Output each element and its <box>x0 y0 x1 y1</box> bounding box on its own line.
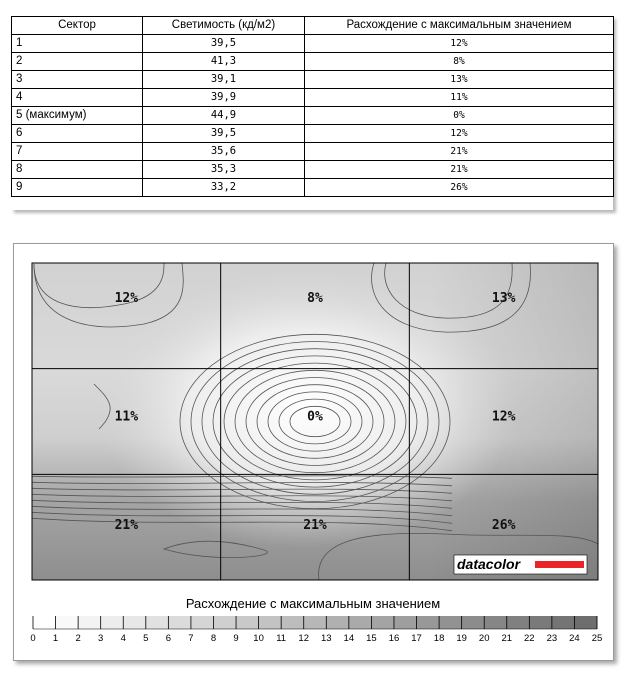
cell-sector: 2 <box>12 53 143 71</box>
cell-luminance: 44,9 <box>143 107 305 125</box>
legend-swatch <box>168 616 191 629</box>
cell-sector: 3 <box>12 71 143 89</box>
legend-swatch <box>326 616 349 629</box>
legend-tick-label: 14 <box>343 633 355 644</box>
legend-tick-label: 19 <box>456 633 467 644</box>
sector-label: 12% <box>114 290 139 306</box>
cell-deviation: 21% <box>305 161 614 179</box>
logo-text: datacolor <box>457 556 521 572</box>
cell-deviation: 8% <box>305 53 614 71</box>
cell-sector: 7 <box>12 143 143 161</box>
legend-swatch <box>259 616 282 629</box>
header-luminance: Светимость (кд/м2) <box>143 17 305 35</box>
cell-deviation: 26% <box>305 179 614 197</box>
legend-tick-label: 4 <box>120 633 126 644</box>
header-sector: Сектор <box>12 17 143 35</box>
sector-label: 13% <box>491 290 516 306</box>
sector-label: 8% <box>307 290 323 306</box>
sector-label: 21% <box>114 518 139 534</box>
legend-tick-label: 17 <box>411 633 422 644</box>
table-row <box>12 143 614 161</box>
legend-swatch <box>281 616 304 629</box>
table-row <box>12 35 614 53</box>
cell-luminance: 39,1 <box>143 71 305 89</box>
cell-luminance: 39,9 <box>143 89 305 107</box>
cell-deviation: 12% <box>305 125 614 143</box>
sector-label: 11% <box>114 409 139 425</box>
datacolor-logo <box>454 555 587 574</box>
color-scale-legend <box>30 616 602 644</box>
cell-sector: 5 (максимум) <box>12 107 143 125</box>
table-row <box>12 71 614 89</box>
cell-luminance: 41,3 <box>143 53 305 71</box>
table-row <box>12 161 614 179</box>
sector-label: 21% <box>303 518 327 534</box>
cell-luminance: 39,5 <box>143 125 305 143</box>
cell-sector: 6 <box>12 125 143 143</box>
legend-swatch <box>123 616 146 629</box>
cell-deviation: 0% <box>305 107 614 125</box>
legend-swatch <box>56 616 79 629</box>
legend-swatch <box>439 616 462 629</box>
legend-tick-label: 12 <box>298 633 310 644</box>
table-header-row <box>12 17 614 35</box>
legend-tick-label: 0 <box>30 633 36 644</box>
cell-deviation: 21% <box>305 143 614 161</box>
legend-swatch <box>552 616 575 629</box>
legend-tick-label: 13 <box>320 633 332 644</box>
legend-swatch <box>78 616 101 629</box>
luminance-table <box>11 16 614 197</box>
legend-tick-label: 11 <box>276 633 287 644</box>
legend-swatch <box>462 616 485 629</box>
legend-swatch <box>484 616 507 629</box>
legend-swatch <box>417 616 440 629</box>
table-row <box>12 53 614 71</box>
legend-swatch <box>33 616 56 629</box>
cell-sector: 8 <box>12 161 143 179</box>
legend-tick-label: 8 <box>210 633 217 644</box>
legend-tick-label: 22 <box>524 633 535 644</box>
legend-tick-label: 9 <box>233 633 239 644</box>
legend-swatch <box>507 616 530 629</box>
table-row <box>12 89 614 107</box>
legend-tick-label: 7 <box>188 633 194 644</box>
cell-deviation: 13% <box>305 71 614 89</box>
header-deviation: Расхождение с максимальным значением <box>305 17 614 35</box>
legend-tick-label: 5 <box>143 633 149 644</box>
table-row <box>12 179 614 197</box>
cell-deviation: 12% <box>305 35 614 53</box>
logo-accent-bar <box>535 561 584 568</box>
heatmap-hotspot <box>96 268 516 548</box>
legend-swatch <box>304 616 327 629</box>
cell-luminance: 33,2 <box>143 179 305 197</box>
legend-tick-label: 3 <box>98 633 104 644</box>
legend-tick-label: 23 <box>546 633 558 644</box>
legend-swatch <box>394 616 417 629</box>
legend-swatch <box>574 616 597 629</box>
legend-swatch <box>371 616 394 629</box>
cell-luminance: 35,3 <box>143 161 305 179</box>
legend-swatch <box>529 616 552 629</box>
legend-tick-label: 2 <box>75 633 81 644</box>
legend-tick-label: 18 <box>433 633 445 644</box>
legend-tick-label: 16 <box>388 633 400 644</box>
legend-swatch <box>146 616 169 629</box>
sector-label: 12% <box>491 409 516 425</box>
sector-label: 26% <box>491 518 516 534</box>
cell-sector: 1 <box>12 35 143 53</box>
legend-swatch <box>236 616 259 629</box>
uniformity-chart-panel <box>13 243 614 661</box>
cell-luminance: 39,5 <box>143 35 305 53</box>
legend-swatch <box>349 616 372 629</box>
cell-deviation: 11% <box>305 89 614 107</box>
uniformity-chart <box>14 244 613 660</box>
legend-tick-label: 21 <box>501 633 513 644</box>
legend-tick-label: 1 <box>52 633 59 644</box>
legend-tick-label: 25 <box>591 633 603 644</box>
sector-label: 0% <box>307 409 323 425</box>
table-row <box>12 125 614 143</box>
legend-swatch <box>101 616 124 629</box>
legend-tick-label: 24 <box>569 633 580 644</box>
legend-swatch <box>191 616 214 629</box>
legend-swatch <box>213 616 236 629</box>
cell-luminance: 35,6 <box>143 143 305 161</box>
legend-tick-label: 15 <box>366 633 377 644</box>
legend-title: Расхождение с максимальным значением <box>185 596 441 611</box>
legend-tick-label: 10 <box>253 633 264 644</box>
luminance-table-container <box>11 16 613 210</box>
table-row <box>12 107 614 125</box>
legend-tick-label: 6 <box>165 633 172 644</box>
cell-sector: 4 <box>12 89 143 107</box>
legend-tick-label: 20 <box>478 633 490 644</box>
cell-sector: 9 <box>12 179 143 197</box>
